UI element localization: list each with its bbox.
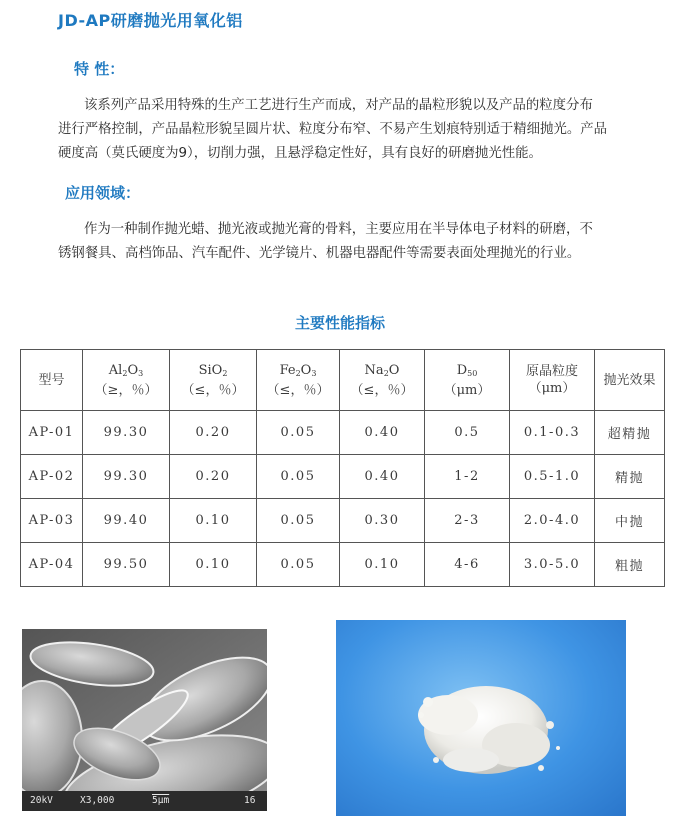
cell-crystal-size: 2.0-4.0 <box>510 499 595 543</box>
cell-fe2o3: 0.05 <box>257 411 340 455</box>
cell-fe2o3: 0.05 <box>257 455 340 499</box>
applications-line-2: 锈钢餐具、高档饰品、汽车配件、光学镜片、机器电器配件等需要表面处理抛光的行业。 <box>58 246 581 261</box>
sem-info-bar <box>22 791 267 811</box>
table-header-row <box>21 350 665 411</box>
cell-polish-effect: 粗抛 <box>595 543 665 587</box>
header-d50: $D_{50}$ （μm） <box>425 350 510 411</box>
cell-model: AP-03 <box>21 499 83 543</box>
cell-fe2o3: 0.05 <box>257 543 340 587</box>
page-title: JD-AP研磨抛光用氧化铝 <box>58 11 243 30</box>
sem-code: 16 <box>244 795 256 806</box>
cell-d50: 2-3 <box>425 499 510 543</box>
sem-scale-bar: 5μm <box>152 795 170 806</box>
cell-crystal-size: 3.0-5.0 <box>510 543 595 587</box>
header-crystal-size: 原晶粒度 （μm） <box>510 350 595 411</box>
cell-al2o3: 99.40 <box>83 499 170 543</box>
table-row <box>21 543 665 587</box>
cell-polish-effect: 精抛 <box>595 455 665 499</box>
cell-sio2: 0.10 <box>170 499 257 543</box>
cell-model: AP-02 <box>21 455 83 499</box>
powder-photo-image <box>336 620 626 816</box>
cell-crystal-size: 0.1-0.3 <box>510 411 595 455</box>
powder-pile-graphic <box>336 620 626 816</box>
header-al2o3: $Al_2O_3$ （≥，％） <box>83 350 170 411</box>
sem-magnification: X3,000 <box>80 795 115 806</box>
header-fe2o3: $Fe_2O_3$ （≤，％） <box>257 350 340 411</box>
cell-model: AP-04 <box>21 543 83 587</box>
features-line-2: 进行严格控制，产品晶粒形貌呈圆片状、粒度分布窄、不易产生划痕特别适于精细抛光。产品 <box>58 122 608 137</box>
cell-na2o: 0.30 <box>340 499 425 543</box>
features-line-1: 该系列产品采用特殊的生产工艺进行生产而成，对产品的晶粒形貌以及产品的粒度分布 <box>84 98 593 113</box>
sem-voltage: 20kV <box>30 795 53 806</box>
table-row <box>21 499 665 543</box>
cell-al2o3: 99.30 <box>83 411 170 455</box>
header-na2o: $Na_2O$ （≤，％） <box>340 350 425 411</box>
cell-sio2: 0.20 <box>170 455 257 499</box>
applications-line-1: 作为一种制作抛光蜡、抛光液或抛光膏的骨料，主要应用在半导体电子材料的研磨，不 <box>84 222 593 237</box>
spec-table <box>20 349 665 587</box>
cell-polish-effect: 超精抛 <box>595 411 665 455</box>
sem-crystals-graphic <box>22 629 267 791</box>
cell-d50: 1-2 <box>425 455 510 499</box>
cell-al2o3: 99.30 <box>83 455 170 499</box>
table-title: 主要性能指标 <box>294 314 385 332</box>
cell-model: AP-01 <box>21 411 83 455</box>
cell-polish-effect: 中抛 <box>595 499 665 543</box>
header-sio2: SiO$_2$ （≤，％） <box>170 350 257 411</box>
header-polish-effect: 抛光效果 <box>595 350 665 411</box>
cell-na2o: 0.40 <box>340 411 425 455</box>
cell-sio2: 0.10 <box>170 543 257 587</box>
features-paragraph <box>58 94 670 166</box>
applications-heading: 应用领域： <box>65 184 141 202</box>
cell-al2o3: 99.50 <box>83 543 170 587</box>
cell-na2o: 0.40 <box>340 455 425 499</box>
cell-sio2: 0.20 <box>170 411 257 455</box>
applications-paragraph <box>58 218 670 266</box>
features-heading: 特 性： <box>74 60 125 78</box>
cell-d50: 4-6 <box>425 543 510 587</box>
table-row <box>21 455 665 499</box>
cell-na2o: 0.10 <box>340 543 425 587</box>
sem-micrograph-image <box>22 629 267 811</box>
table-row <box>21 411 665 455</box>
cell-d50: 0.5 <box>425 411 510 455</box>
cell-crystal-size: 0.5-1.0 <box>510 455 595 499</box>
features-line-3: 硬度高（莫氏硬度为9），切削力强，且悬浮稳定性好，具有良好的研磨抛光性能。 <box>58 146 542 161</box>
cell-fe2o3: 0.05 <box>257 499 340 543</box>
header-model: 型号 <box>21 350 83 411</box>
